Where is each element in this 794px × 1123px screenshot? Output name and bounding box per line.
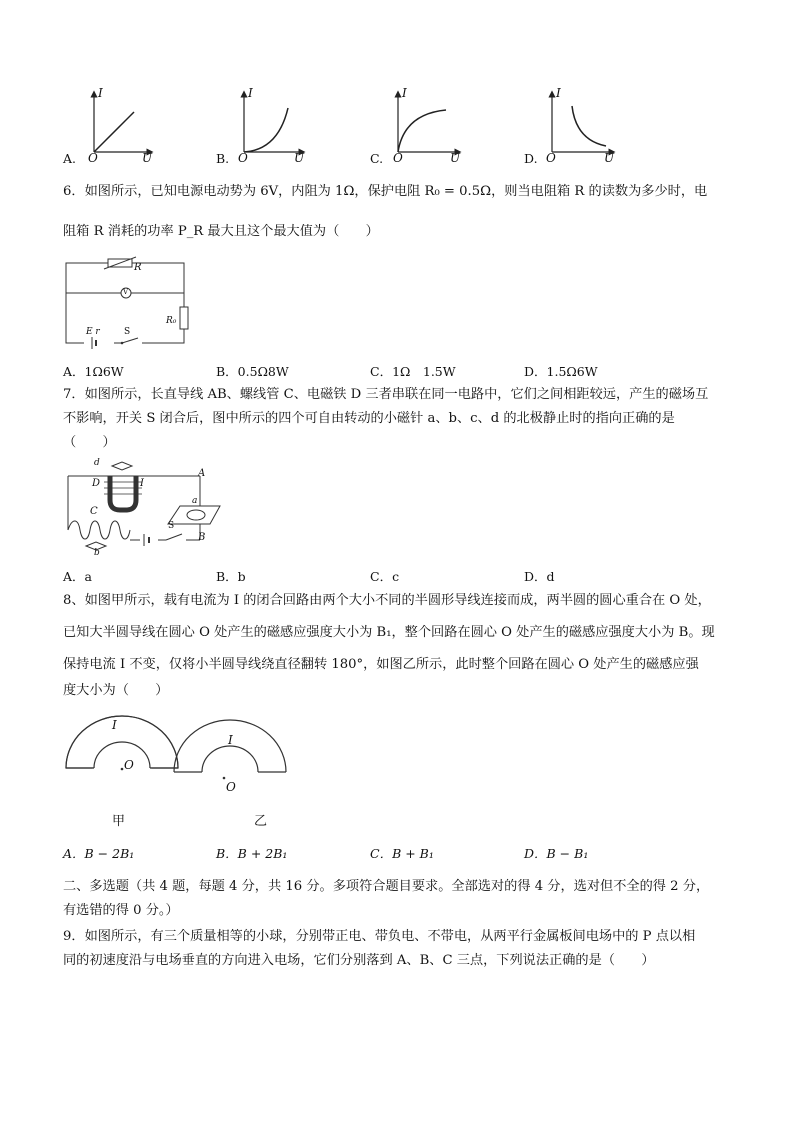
q8-stem-line3: 保持电流 I 不变，仅将小半圆导线绕直径翻转 180°，如图乙所示，此时整个回路在圆心 O 处产生的磁感应强: [63, 657, 699, 672]
axis-label: I: [98, 86, 103, 100]
axis-origin: O: [238, 151, 248, 165]
label-o: O: [124, 758, 134, 772]
axis-label: U: [142, 151, 153, 165]
caption-jia: 甲: [112, 814, 126, 829]
q7-stem-line1: 7．如图所示，长直导线 AB、螺线管 C、电磁铁 D 三者串联在同一电路中，它们之间相距较远，产生的磁场互: [63, 387, 709, 402]
label-r0: R₀: [166, 316, 177, 326]
caption-yi: 乙: [254, 814, 268, 829]
q8-option-b[interactable]: B．B + 2B₁: [216, 846, 288, 861]
axis-label: I: [556, 86, 561, 100]
q6-option-b[interactable]: B．0.5Ω8W: [216, 364, 289, 379]
axis-origin: O: [393, 151, 403, 165]
q8-option-d[interactable]: D．B − B₁: [524, 846, 589, 861]
q7-option-c[interactable]: C．c: [370, 569, 400, 584]
q6-option-a[interactable]: A．1Ω6W: [63, 364, 124, 379]
label-i: I: [112, 718, 117, 732]
label-a-terminal: A: [198, 468, 206, 479]
section2-heading-line2: 有选错的得 0 分。）: [63, 903, 179, 918]
axis-origin: O: [88, 151, 98, 165]
axis-label: I: [248, 86, 253, 100]
q8-stem-line2: 已知大半圆导线在圆心 O 处产生的磁感应强度大小为 B₁，整个回路在圆心 O 处产生的磁感应强度大小为 B。现: [63, 625, 715, 640]
q7-option-b[interactable]: B．b: [216, 569, 246, 584]
label-r: R: [134, 262, 142, 273]
q6-option-d[interactable]: D．1.5Ω6W: [524, 364, 598, 379]
q8-stem-line1: 8、如图甲所示，载有电流为 I 的闭合回路由两个大小不同的半圆形导线连接而成，两半圆的圆心重合在 O 处，: [63, 593, 711, 608]
axis-label: U: [604, 151, 615, 165]
q5-option-d[interactable]: D.: [524, 151, 538, 166]
label-v: V: [123, 288, 129, 296]
label-c: C: [90, 506, 98, 517]
q8-stem-line4: 度大小为（ ）: [63, 683, 169, 698]
label-d: D: [92, 478, 101, 489]
label-i: I: [228, 733, 233, 747]
axis-label: I: [402, 86, 407, 100]
q7-option-a[interactable]: A．a: [63, 569, 92, 584]
q6-option-c[interactable]: C．1Ω 1.5W: [370, 364, 456, 379]
q5-option-a[interactable]: A.: [63, 151, 77, 166]
section2-heading-line1: 二、多选题（共 4 题，每题 4 分，共 16 分。多项符合题目要求。全部选对的得 4 分，选对但不全的得 2 分，: [63, 879, 710, 894]
label-b-terminal: B: [198, 532, 206, 543]
q8-loop-figures: [60, 712, 310, 802]
q7-option-d[interactable]: D．d: [524, 569, 555, 584]
label-d-compass: d: [94, 458, 100, 468]
axis-label: U: [294, 151, 305, 165]
q5-option-b[interactable]: B.: [216, 151, 230, 166]
q8-option-a[interactable]: A．B − 2B₁: [63, 846, 135, 861]
axis-label: U: [450, 151, 461, 165]
q9-stem-line2: 同的初速度沿与电场垂直的方向进入电场，它们分别落到 A、B、C 三点，下列说法正确的是（ ）: [63, 953, 655, 968]
q7-stem-line3: （ ）: [63, 435, 116, 450]
q6-stem-line2: 阻箱 R 消耗的功率 P_R 最大且这个最大值为（ ）: [63, 224, 379, 239]
axis-origin: O: [546, 151, 556, 165]
q8-option-c[interactable]: C．B + B₁: [370, 846, 434, 861]
q7-stem-line2: 不影响，开关 S 闭合后，图中所示的四个可自由转动的小磁针 a、b、c、d 的北极静止时的指向正确的是: [63, 411, 675, 426]
graph-b: [244, 94, 302, 152]
q5-option-c[interactable]: C.: [370, 151, 384, 166]
graph-d: [552, 94, 612, 152]
q6-circuit-figure: [60, 255, 195, 355]
label-s: S: [124, 327, 131, 337]
label-b-compass: b: [94, 548, 100, 558]
graph-a: [94, 94, 150, 152]
q9-stem-line1: 9．如图所示，有三个质量相等的小球，分别带正电、带负电、不带电，从两平行金属板间电场中的 P 点以相: [63, 929, 696, 944]
label-s: S: [168, 521, 175, 531]
label-o: O: [226, 780, 236, 794]
label-i: I: [140, 478, 144, 489]
graph-c: [398, 94, 458, 152]
q6-stem-line1: 6．如图所示，已知电源电动势为 6V，内阻为 1Ω，保护电阻 R₀ = 0.5Ω，则当电阻箱 R 的读数为多少时，电: [63, 184, 708, 199]
label-er: E r: [86, 327, 100, 337]
label-a-compass: a: [192, 496, 198, 506]
